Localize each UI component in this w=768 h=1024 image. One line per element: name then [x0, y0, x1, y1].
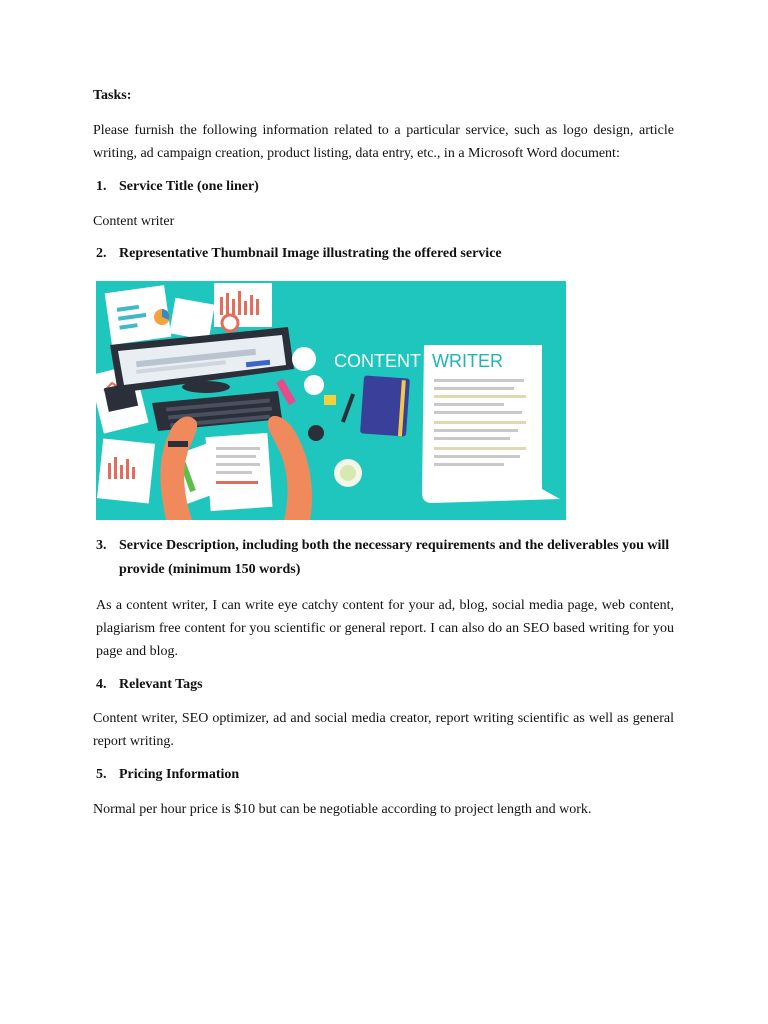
thumbnail-content-text: CONTENT [334, 351, 421, 371]
thumbnail-image [96, 281, 566, 520]
item-4-answer: Content writer, SEO optimizer, ad and social media creator, report writing scientific as well as general report writing. [93, 711, 674, 749]
item-5-number: 5. [96, 767, 107, 782]
item-3-number: 3. [96, 538, 107, 553]
tasks-heading: Tasks: [93, 88, 132, 103]
item-5-heading: Pricing Information [119, 767, 240, 782]
intro-paragraph: Please furnish the following information related to a particular service, such as logo design, article writing, ad campaign creation, product listing, data entry, etc., in a Microsoft Word document: [93, 123, 674, 161]
thumbnail-writer-text: WRITER [432, 351, 503, 371]
notebook-illustration [360, 375, 410, 436]
item-3-answer: As a content writer, I can write eye catchy content for your ad, blog, social media page, web content, plagiarism free content for you scientific or general report. I can also do an SEO based writing for you page and blog. [96, 598, 674, 659]
item-2-number: 2. [96, 246, 107, 261]
item-1-answer: Content writer [93, 214, 175, 229]
item-1-number: 1. [96, 179, 107, 194]
item-3-heading: Service Description, including both the necessary requirements and the deliverables you will provide (minimum 150 words) [119, 538, 670, 577]
item-2-heading: Representative Thumbnail Image illustrating the offered service [119, 246, 502, 261]
item-4-heading: Relevant Tags [119, 677, 203, 692]
item-4-number: 4. [96, 677, 107, 692]
item-1-heading: Service Title (one liner) [119, 179, 259, 194]
item-5-answer: Normal per hour price is $10 but can be negotiable according to project length and work. [93, 802, 592, 817]
